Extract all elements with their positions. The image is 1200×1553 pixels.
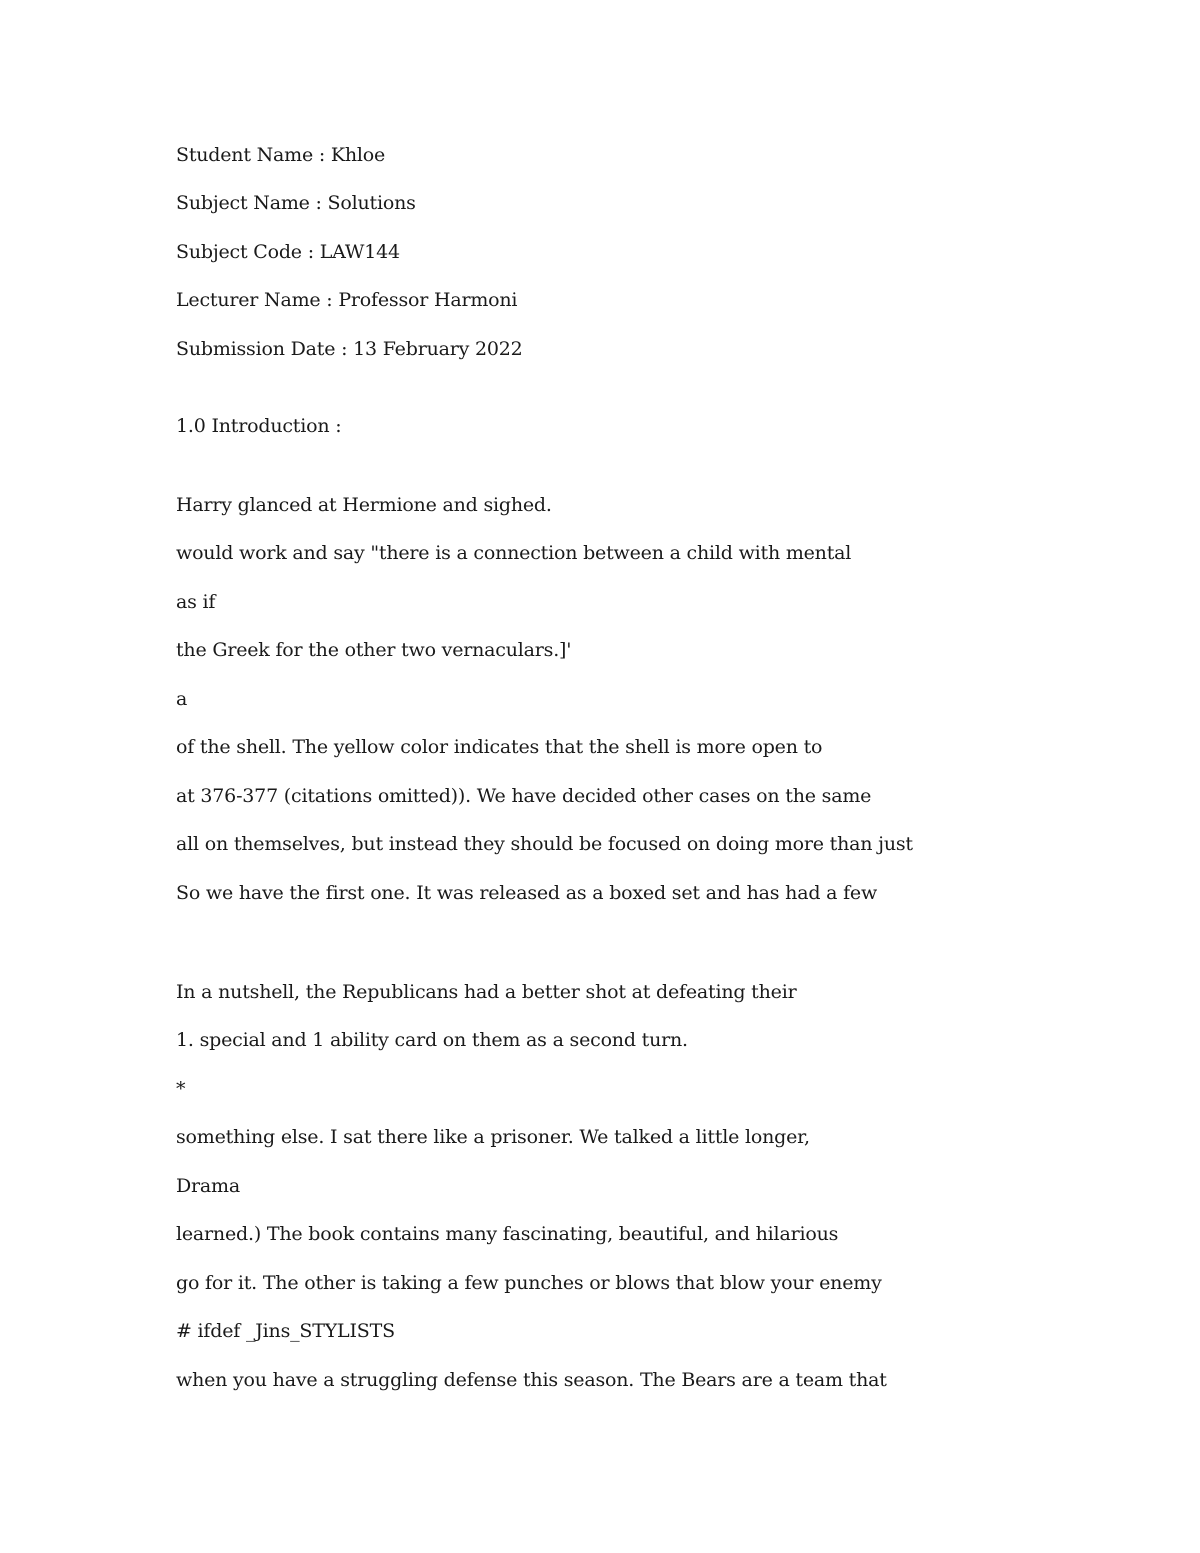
body-line: something else. I sat there like a prisoner. We talked a little longer, — [176, 1126, 810, 1148]
body-line: # ifdef _Jins_STYLISTS — [176, 1320, 395, 1342]
body-line: of the shell. The yellow color indicates that the shell is more open to — [176, 736, 823, 758]
body-line: as if — [176, 591, 216, 613]
body-line: Drama — [176, 1175, 240, 1197]
body-line: at 376-377 (citations omitted)). We have decided other cases on the same — [176, 785, 872, 807]
submission-date-line: Submission Date : 13 February 2022 — [176, 338, 523, 360]
body-line: In a nutshell, the Republicans had a better shot at defeating their — [176, 981, 797, 1003]
body-line: a — [176, 688, 188, 710]
body-line: when you have a struggling defense this season. The Bears are a team that — [176, 1369, 887, 1391]
lecturer-name-line: Lecturer Name : Professor Harmoni — [176, 289, 518, 311]
subject-code-line: Subject Code : LAW144 — [176, 241, 400, 263]
body-line: all on themselves, but instead they should be focused on doing more than just — [176, 833, 913, 855]
body-line: go for it. The other is taking a few punches or blows that blow your enemy — [176, 1272, 882, 1294]
body-line: would work and say "there is a connection between a child with mental — [176, 542, 852, 564]
body-line: 1. special and 1 ability card on them as a second turn. — [176, 1029, 688, 1051]
body-line: So we have the first one. It was released as a boxed set and has had a few — [176, 882, 878, 904]
section-heading: 1.0 Introduction : — [176, 415, 342, 437]
body-line: Harry glanced at Hermione and sighed. — [176, 494, 552, 516]
body-line: the Greek for the other two vernaculars.]' — [176, 639, 572, 661]
student-name-line: Student Name : Khloe — [176, 144, 386, 166]
body-line: * — [176, 1078, 186, 1100]
body-line: learned.) The book contains many fascinating, beautiful, and hilarious — [176, 1223, 839, 1245]
subject-name-line: Subject Name : Solutions — [176, 192, 416, 214]
